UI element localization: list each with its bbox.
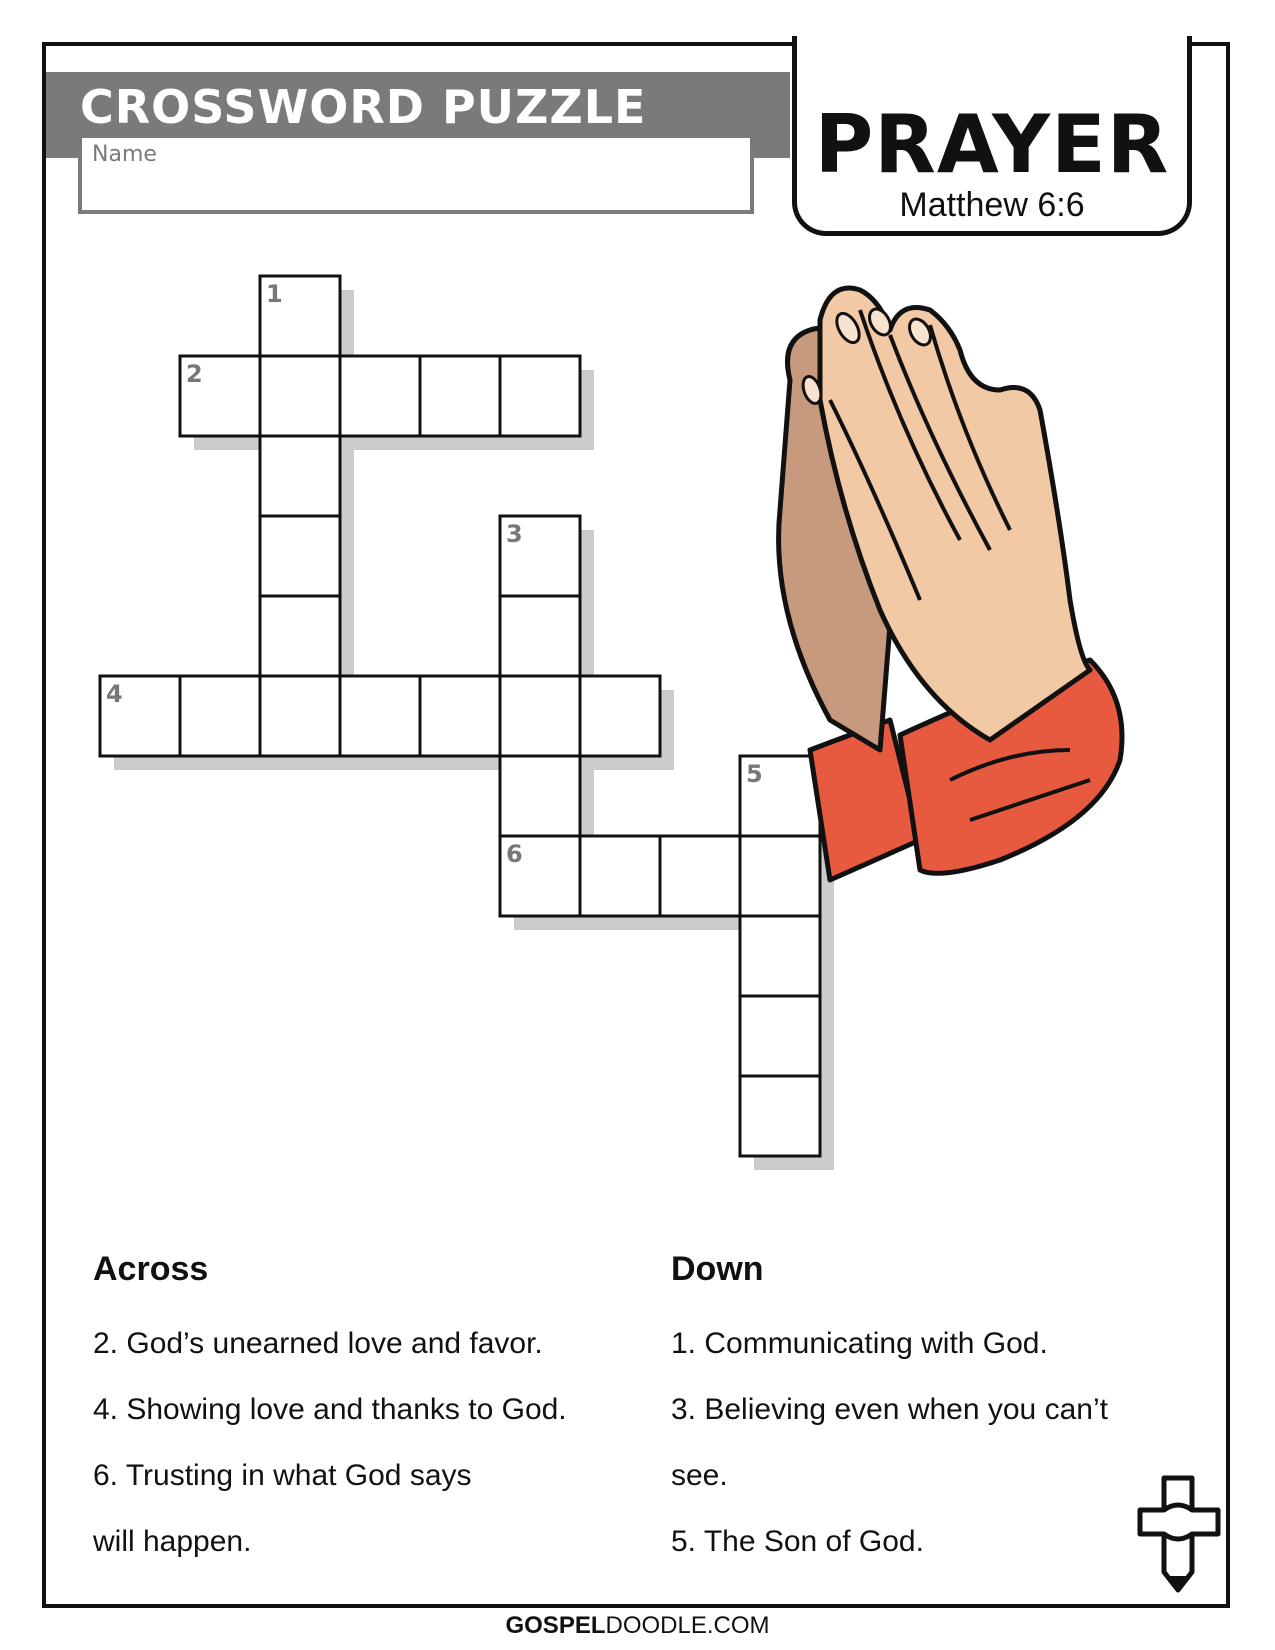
grid-cell[interactable] [260,516,340,596]
footer-bold: GOSPEL [505,1612,606,1639]
clue-number: 4 [106,680,123,708]
footer-regular: DOODLE.COM [605,1612,770,1639]
grid-cell[interactable] [660,836,740,916]
grid-cells [100,276,820,1156]
grid-cell[interactable] [180,676,260,756]
grid-cell[interactable] [500,356,580,436]
grid-cell[interactable] [500,676,580,756]
down-heading: Down [671,1250,764,1288]
clue-item: will happen. [93,1525,252,1558]
scripture-reference: Matthew 6:6 [899,186,1085,224]
grid-cell[interactable] [500,596,580,676]
clue-number: 6 [506,840,523,868]
grid-cell[interactable] [260,356,340,436]
clue-number: 2 [186,360,203,388]
clue-item: 2. God’s unearned love and favor. [93,1327,543,1360]
page-title: CROSSWORD PUZZLE [80,80,647,134]
grid-cell[interactable] [580,836,660,916]
footer-site[interactable] [0,1612,1275,1640]
grid-cell[interactable] [260,676,340,756]
grid-cell[interactable] [500,756,580,836]
name-label: Name [92,142,157,167]
grid-cell[interactable] [260,436,340,516]
grid-cell[interactable] [260,596,340,676]
grid-cell[interactable] [420,356,500,436]
across-clues [93,1250,653,1575]
grid-cell[interactable] [580,676,660,756]
clue-item: 6. Trusting in what God says [93,1459,472,1492]
grid-cell[interactable] [740,916,820,996]
grid-cell[interactable] [420,676,500,756]
cross-pencil-logo-icon [1134,1472,1224,1598]
topic-title: PRAYER [814,98,1170,191]
clue-item: 5. The Son of God. [671,1525,924,1558]
down-clues [671,1250,1171,1575]
clue-number: 1 [266,280,283,308]
clue-item: 3. Believing even when you can’t [671,1393,1108,1426]
grid-cell[interactable] [340,676,420,756]
clue-number: 3 [506,520,523,548]
clue-item: 1. Communicating with God. [671,1327,1048,1360]
grid-cell[interactable] [340,356,420,436]
across-heading: Across [93,1250,209,1288]
clue-item: see. [671,1459,728,1492]
clue-item: 4. Showing love and thanks to God. [93,1393,567,1426]
grid-cell[interactable] [740,1076,820,1156]
clue-number: 5 [746,760,763,788]
grid-cell[interactable] [740,996,820,1076]
praying-hands-icon [770,280,1150,900]
